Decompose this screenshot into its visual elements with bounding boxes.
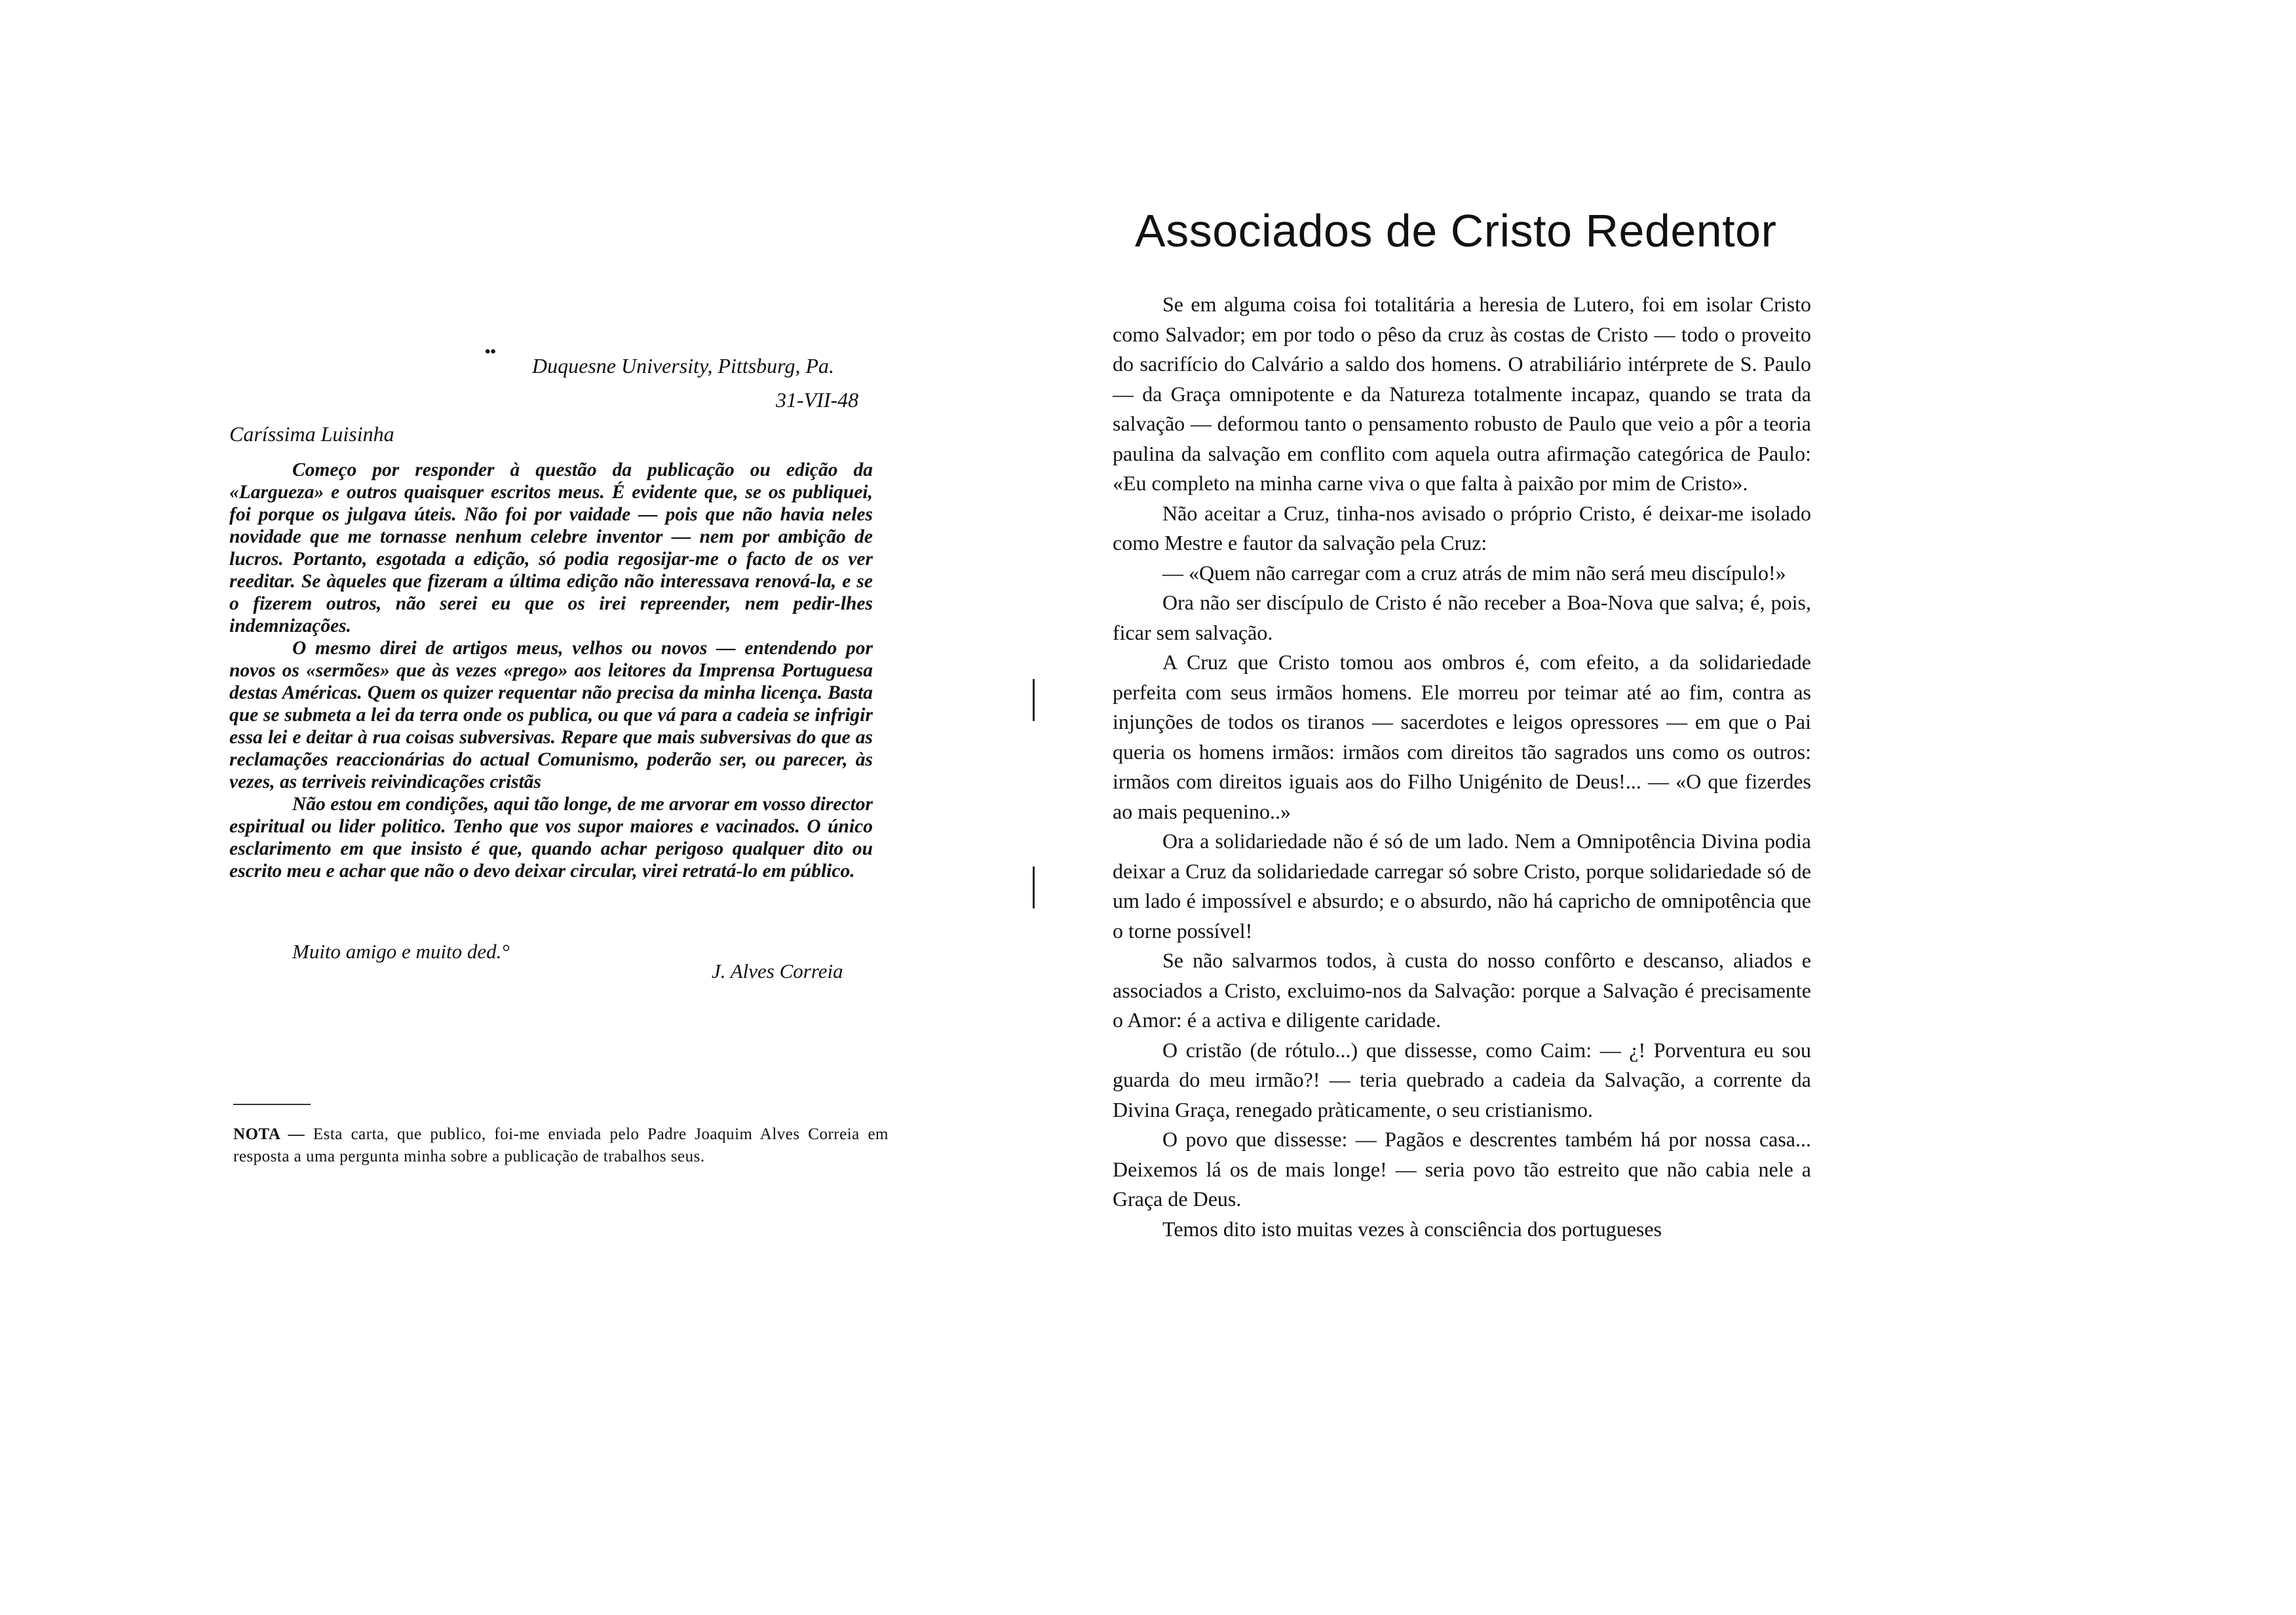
- essay-paragraph: Ora não ser discípulo de Cristo é não receber a Boa-Nova que salva; é, pois, ficar sem salvação.: [1113, 591, 1811, 644]
- essay-title: Associados de Cristo Redentor: [1135, 205, 1777, 256]
- footnote: [233, 1123, 889, 1168]
- letter-closing: Muito amigo e muito ded.°: [292, 940, 510, 963]
- letter-greeting: Caríssima Luisinha: [229, 422, 394, 446]
- essay-paragraph: Se em alguma coisa foi totalitária a heresia de Lutero, foi em isolar Cristo como Salvador; em por todo o pêso da cruz às costas de Cristo — todo o proveito do sacrifício do Calvário a saldo dos homens. O atrabiliário intérprete de S. Paulo — da Graça omnipotente e da Natureza totalmente incapaz, quando se trata da salvação — deformou tanto o pensamento robusto de Paulo que veio a pôr a teoria paulina da salvação em conflito com aquela outra afirmação categórica de Paulo: «Eu completo na minha carne viva o que falta à paixão por mim de Cristo».: [1113, 292, 1811, 495]
- letter-paragraph: Começo por responder à questão da publicação ou edição da «Largueza» e outros quaisquer escritos meus. É evidente que, se os publiquei, foi porque os julgava úteis. Não foi por vaidade — pois que não havia neles novidade que me tornasse nenhum celebre inventor — nem por ambição de lucros. Portanto, esgotada a edição, só podia regosijar-me o facto de os ver reeditar. Se àqueles que fizeram a última edição não interessava renová-la, e se o fizerem outros, não serei eu que os irei repreender, nem pedir-lhes indemnizações.: [229, 459, 873, 636]
- footnote-rule: [233, 1104, 311, 1105]
- left-page-letter: [0, 0, 1022, 1615]
- essay-paragraph: O cristão (de rótulo...) que dissesse, como Caim: — ¿! Porventura eu sou guarda do meu irmão?! — teria quebrado a cadeia da Salvação, a corrente da Divina Graça, renegado pràticamente, o seu cristianismo.: [1113, 1038, 1811, 1121]
- letter-place: Duquesne University, Pittsburg, Pa.: [532, 354, 834, 378]
- essay-paragraph: Se não salvarmos todos, à custa do nosso confôrto e descanso, aliados e associados a Cristo, excluimo-nos da Salvação: porque a Salvação é precisamente o Amor: é a activa e diligente caridade.: [1113, 948, 1811, 1032]
- letter-mark: ••: [485, 343, 496, 360]
- gutter-mark: [1033, 679, 1035, 721]
- footnote-text: Esta carta, que publico, foi-me enviada pelo Padre Joaquim Alves Correia em resposta a uma pergunta minha sobre a publicação de trabalhos seus.: [233, 1125, 889, 1165]
- essay-body: [1113, 290, 1811, 1244]
- footnote-label: NOTA —: [233, 1125, 305, 1143]
- essay-paragraph: — «Quem não carregar com a cruz atrás de mim não será meu discípulo!»: [1162, 560, 1786, 585]
- essay-paragraph: Temos dito isto muitas vezes à consciência dos portugueses: [1162, 1216, 1662, 1241]
- letter-signature: J. Alves Correia: [712, 960, 843, 983]
- essay-paragraph: O povo que dissesse: — Pagãos e descrentes também há por nossa casa... Deixemos lá os de mais longe! — seria povo tão estreito que não cabia nele a Graça de Deus.: [1113, 1127, 1811, 1211]
- essay-paragraph: Ora a solidariedade não é só de um lado. Nem a Omnipotência Divina podia deixar a Cruz da solidariedade carregar só sobre Cristo, porque solidariedade só de um lado é impossível e absurdo; e o absurdo, não há capricho de omnipotência que o torne possível!: [1113, 829, 1811, 943]
- letter-paragraph: O mesmo direi de artigos meus, velhos ou novos — entendendo por novos os «sermões» que às vezes «prego» aos leitores da Imprensa Portuguesa destas Américas. Quem os quizer requentar não precisa da minha licença. Basta que se submeta a lei da terra onde os publica, ou que vá para a cadeia se infrigir essa lei e deitar à rua coisas subversivas. Repare que mais subversivas do que as reclamações reaccionárias do actual Comunismo, poderão ser, ou parecer, às vezes, as terriveis reivindicações cristãs: [229, 638, 873, 792]
- gutter-mark: [1033, 866, 1035, 908]
- letter-date: 31-VII-48: [776, 388, 859, 412]
- essay-paragraph: Não aceitar a Cruz, tinha-nos avisado o próprio Cristo, é deixar-me isolado como Mestre e fautor da salvação pela Cruz:: [1113, 501, 1811, 555]
- letter-paragraph: Não estou em condições, aqui tão longe, de me arvorar em vosso director espiritual ou lider politico. Tenho que vos supor maiores e vacinados. O único esclarimento em que insisto é que, quando achar perigoso qualquer dito ou escrito meu e achar que não o devo deixar circular, virei retratá-lo em público.: [229, 794, 873, 882]
- letter-body: [229, 459, 873, 882]
- essay-paragraph: A Cruz que Cristo tomou aos ombros é, com efeito, a da solidariedade perfeita com seus irmãos homens. Ele morreu por teimar até ao fim, contra as injunções de todos os tiranos — sacerdotes e leigos opressores — em que o Pai queria os homens irmãos: irmãos com direitos tão sagrados uns como os outros: irmãos com direitos iguais aos do Filho Unigénito de Deus!... — «O que fizerdes ao mais pequenino..»: [1113, 650, 1811, 823]
